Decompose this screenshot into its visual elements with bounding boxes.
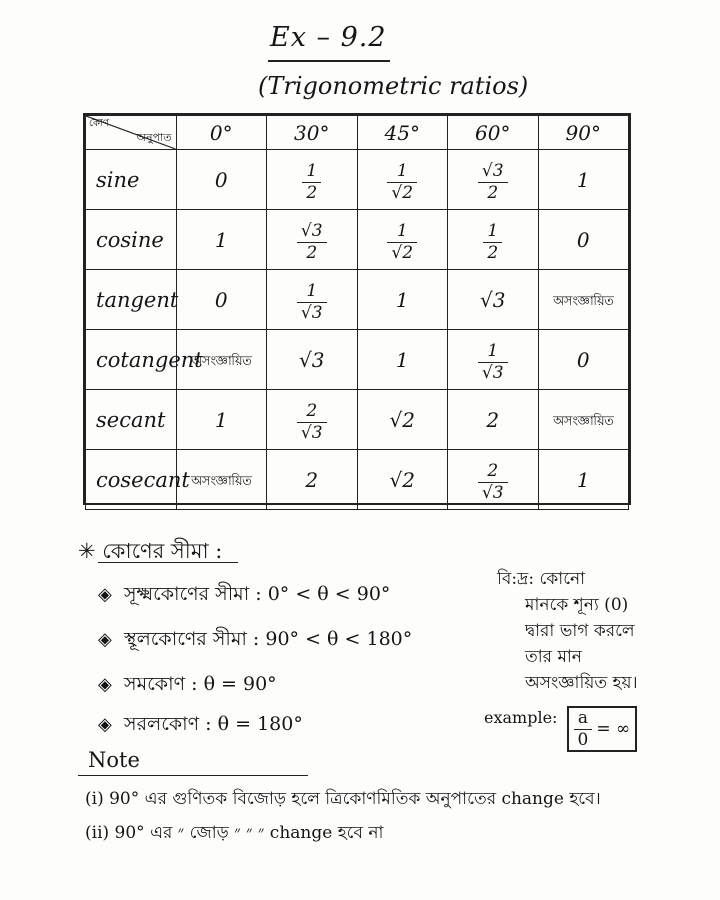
fraction-numerator: 1	[396, 160, 408, 181]
fraction-denominator: √2	[391, 182, 414, 203]
table-row	[86, 450, 629, 510]
ratio-value-cell	[448, 330, 539, 390]
diamond-bullet-icon: ◈	[98, 584, 112, 605]
function-name-cell: sine	[86, 150, 177, 210]
table-row	[86, 210, 629, 270]
table-row	[86, 390, 629, 450]
fraction	[297, 282, 327, 322]
note-underline	[78, 775, 308, 776]
fraction	[387, 162, 417, 202]
example-result: = ∞	[596, 719, 631, 740]
ratio-value: 1	[395, 347, 409, 372]
ratio-value: √3	[299, 347, 325, 372]
ratio-value-cell	[448, 270, 539, 330]
trig-ratio-table	[83, 113, 631, 505]
fraction-numerator: √3	[300, 220, 323, 241]
fraction-numerator: 2	[306, 400, 318, 421]
fraction	[387, 222, 417, 262]
limit-label: সরলকোণ :	[124, 713, 212, 735]
ratio-value-cell	[448, 390, 539, 450]
fraction	[297, 222, 327, 262]
example	[484, 706, 637, 752]
limit-label: স্থূলকোণের সীমা :	[124, 628, 260, 650]
limit-label: সমকোণ :	[124, 673, 198, 695]
fraction-numerator: 1	[487, 220, 499, 241]
ratio-value: √3	[480, 287, 506, 312]
fraction-numerator: 2	[487, 460, 499, 481]
fraction-numerator: 1	[487, 340, 499, 361]
example-label: example:	[484, 708, 558, 727]
fraction-denominator: 0	[577, 729, 589, 750]
angle-header: 60°	[448, 116, 539, 150]
ratio-value-cell	[538, 450, 629, 510]
ratio-value-cell	[357, 390, 448, 450]
ratio-value: 2	[486, 407, 500, 432]
angle-header: 0°	[176, 116, 267, 150]
ratio-value: অসংজ্ঞায়িত	[191, 474, 252, 489]
ratio-value: অসংজ্ঞায়িত	[553, 414, 614, 429]
side-note-line: দ্বারা ভাগ করলে	[525, 621, 635, 641]
ratio-value-cell	[267, 450, 358, 510]
corner-bottom-label: অনুপাত	[136, 131, 172, 144]
table-header-row	[86, 116, 629, 150]
ratio-value: 1	[214, 227, 228, 252]
fraction-denominator: √3	[481, 482, 504, 503]
ratio-value-cell	[538, 150, 629, 210]
diamond-bullet-icon: ◈	[98, 629, 112, 650]
ratio-value: 0	[576, 227, 590, 252]
limit-expression: 90° < θ < 180°	[265, 628, 413, 650]
angle-header: 90°	[538, 116, 629, 150]
fraction	[478, 462, 508, 502]
ratio-value-cell	[176, 210, 267, 270]
fraction-numerator: 1	[306, 160, 318, 181]
fraction-numerator: 1	[306, 280, 318, 301]
ratio-value-cell	[267, 330, 358, 390]
ratio-value: 2	[305, 467, 319, 492]
fraction-numerator: a	[577, 708, 588, 728]
fraction	[297, 402, 327, 442]
function-name-cell: tangent	[86, 270, 177, 330]
limit-expression: 0° < θ < 90°	[267, 583, 391, 605]
limit-item	[98, 580, 390, 612]
fraction-numerator: √3	[481, 160, 504, 181]
limit-label: সূক্ষ্মকোণের সীমা :	[124, 583, 262, 605]
page-subtitle: (Trigonometric ratios)	[258, 72, 529, 100]
example-fraction	[574, 709, 593, 749]
page-title: Ex – 9.2	[270, 22, 387, 53]
fraction-denominator: √3	[300, 302, 323, 323]
side-note-line: তার মান	[525, 647, 582, 667]
function-name-cell: cotangent	[86, 330, 177, 390]
note-line-2: (ii) 90° এর ״ জোড় ״ ״ ״ change হবে না	[85, 823, 384, 843]
ratio-value-cell	[538, 390, 629, 450]
function-name-cell: cosine	[86, 210, 177, 270]
side-note-line: অসংজ্ঞায়িত হয়।	[525, 673, 638, 693]
table-corner-cell	[86, 116, 177, 150]
angle-header: 45°	[357, 116, 448, 150]
ratio-value: অসংজ্ঞায়িত	[191, 354, 252, 369]
ratio-value: 1	[576, 467, 590, 492]
ratio-value: অসংজ্ঞায়িত	[553, 294, 614, 309]
table-row	[86, 150, 629, 210]
function-name-cell: secant	[86, 390, 177, 450]
side-note-heading: বি:দ্র: কোনো	[497, 569, 586, 589]
diamond-bullet-icon: ◈	[98, 674, 112, 695]
fraction	[483, 222, 502, 262]
ratio-value-cell	[176, 150, 267, 210]
ratio-value-cell	[267, 390, 358, 450]
limit-item	[98, 670, 277, 702]
ratio-value-cell	[357, 210, 448, 270]
ratio-value-cell	[357, 270, 448, 330]
diamond-bullet-icon: ◈	[98, 714, 112, 735]
ratio-value-cell	[357, 150, 448, 210]
note-line-1: (i) 90° এর গুণিতক বিজোড় হলে ত্রিকোণমিতিক অনুপাতের change হবে।	[85, 789, 601, 809]
fraction-denominator: 2	[306, 242, 318, 263]
side-note-line: মানকে শূন্য (0)	[525, 595, 629, 615]
fraction-numerator: 1	[396, 220, 408, 241]
ratio-value-cell	[176, 270, 267, 330]
ratio-value: 0	[214, 167, 228, 192]
angle-limits-heading: ✳ কোণের সীমা :	[78, 539, 223, 563]
side-note	[497, 566, 638, 696]
table-row	[86, 330, 629, 390]
ratio-value-cell	[267, 210, 358, 270]
ratio-value-cell	[176, 390, 267, 450]
ratio-value-cell	[267, 150, 358, 210]
angle-header: 30°	[267, 116, 358, 150]
ratio-value-cell	[538, 270, 629, 330]
ratio-value: 0	[214, 287, 228, 312]
corner-top-label: কোণ	[89, 118, 109, 129]
heading-underline	[98, 562, 238, 563]
limit-expression: θ = 90°	[203, 673, 277, 695]
ratio-value: 0	[576, 347, 590, 372]
fraction-denominator: √3	[300, 422, 323, 443]
ratio-value: √2	[389, 467, 415, 492]
table-row	[86, 270, 629, 330]
example-box	[567, 706, 638, 752]
fraction	[478, 162, 508, 202]
ratio-value-cell	[448, 450, 539, 510]
fraction-denominator: 2	[487, 182, 499, 203]
ratio-value: 1	[576, 167, 590, 192]
limit-expression: θ = 180°	[217, 713, 303, 735]
ratio-value-cell	[267, 270, 358, 330]
ratio-value: 1	[214, 407, 228, 432]
fraction-denominator: 2	[306, 182, 318, 203]
ratio-value: √2	[389, 407, 415, 432]
ratio-value-cell	[357, 330, 448, 390]
limit-item	[98, 710, 303, 742]
fraction	[302, 162, 321, 202]
fraction-denominator: 2	[487, 242, 499, 263]
ratio-value-cell	[538, 330, 629, 390]
ratio-value-cell	[357, 450, 448, 510]
note-title: Note	[88, 748, 140, 772]
fraction	[478, 342, 508, 382]
ratio-value-cell	[448, 150, 539, 210]
limit-item	[98, 625, 412, 657]
ratio-value-cell	[448, 210, 539, 270]
fraction-denominator: √3	[481, 362, 504, 383]
ratio-value: 1	[395, 287, 409, 312]
title-underline	[268, 60, 390, 62]
fraction-denominator: √2	[391, 242, 414, 263]
ratio-value-cell	[538, 210, 629, 270]
function-name-cell: cosecant	[86, 450, 177, 510]
